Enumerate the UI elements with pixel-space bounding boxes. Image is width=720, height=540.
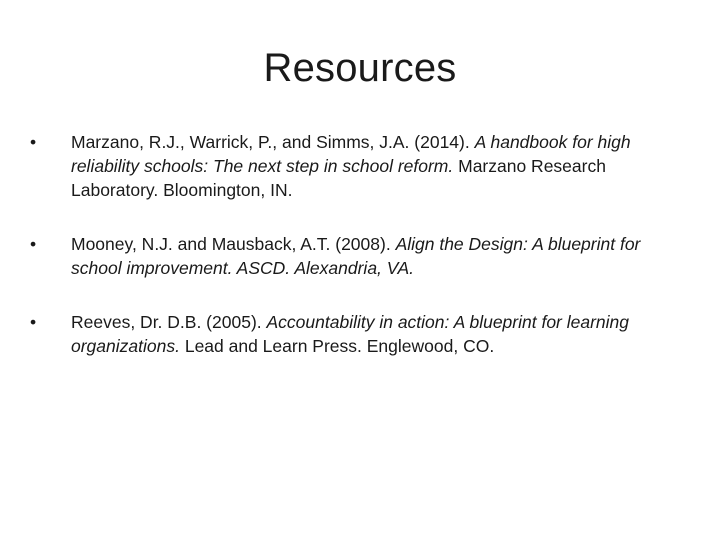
bullet-icon: • — [30, 312, 37, 332]
reference-authors: Marzano, R.J., Warrick, P., and Simms, J.A. (2014). — [71, 132, 475, 152]
reference-publisher: Lead and Learn Press. Englewood, CO. — [179, 336, 495, 356]
reference-title: A handbook for high reliability schools: The next step in school reform. — [71, 132, 631, 176]
reference-title: Accountability in action: A blueprint for learning organizations. — [71, 312, 630, 356]
reference-item — [30, 232, 690, 280]
reference-item — [30, 310, 690, 358]
reference-publisher: Marzano Research Laboratory. Bloomington, IN. — [71, 156, 606, 200]
reference-authors: Reeves, Dr. D.B. (2005). — [71, 312, 267, 332]
reference-title: Align the Design: A blueprint for school improvement. ASCD. Alexandria, VA. — [71, 234, 641, 278]
reference-item — [30, 130, 690, 202]
reference-list — [30, 130, 690, 388]
reference-authors: Mooney, N.J. and Mausback, A.T. (2008). — [71, 234, 396, 254]
bullet-icon: • — [30, 132, 37, 152]
slide-title: Resources — [263, 46, 457, 90]
bullet-icon: • — [30, 234, 37, 254]
